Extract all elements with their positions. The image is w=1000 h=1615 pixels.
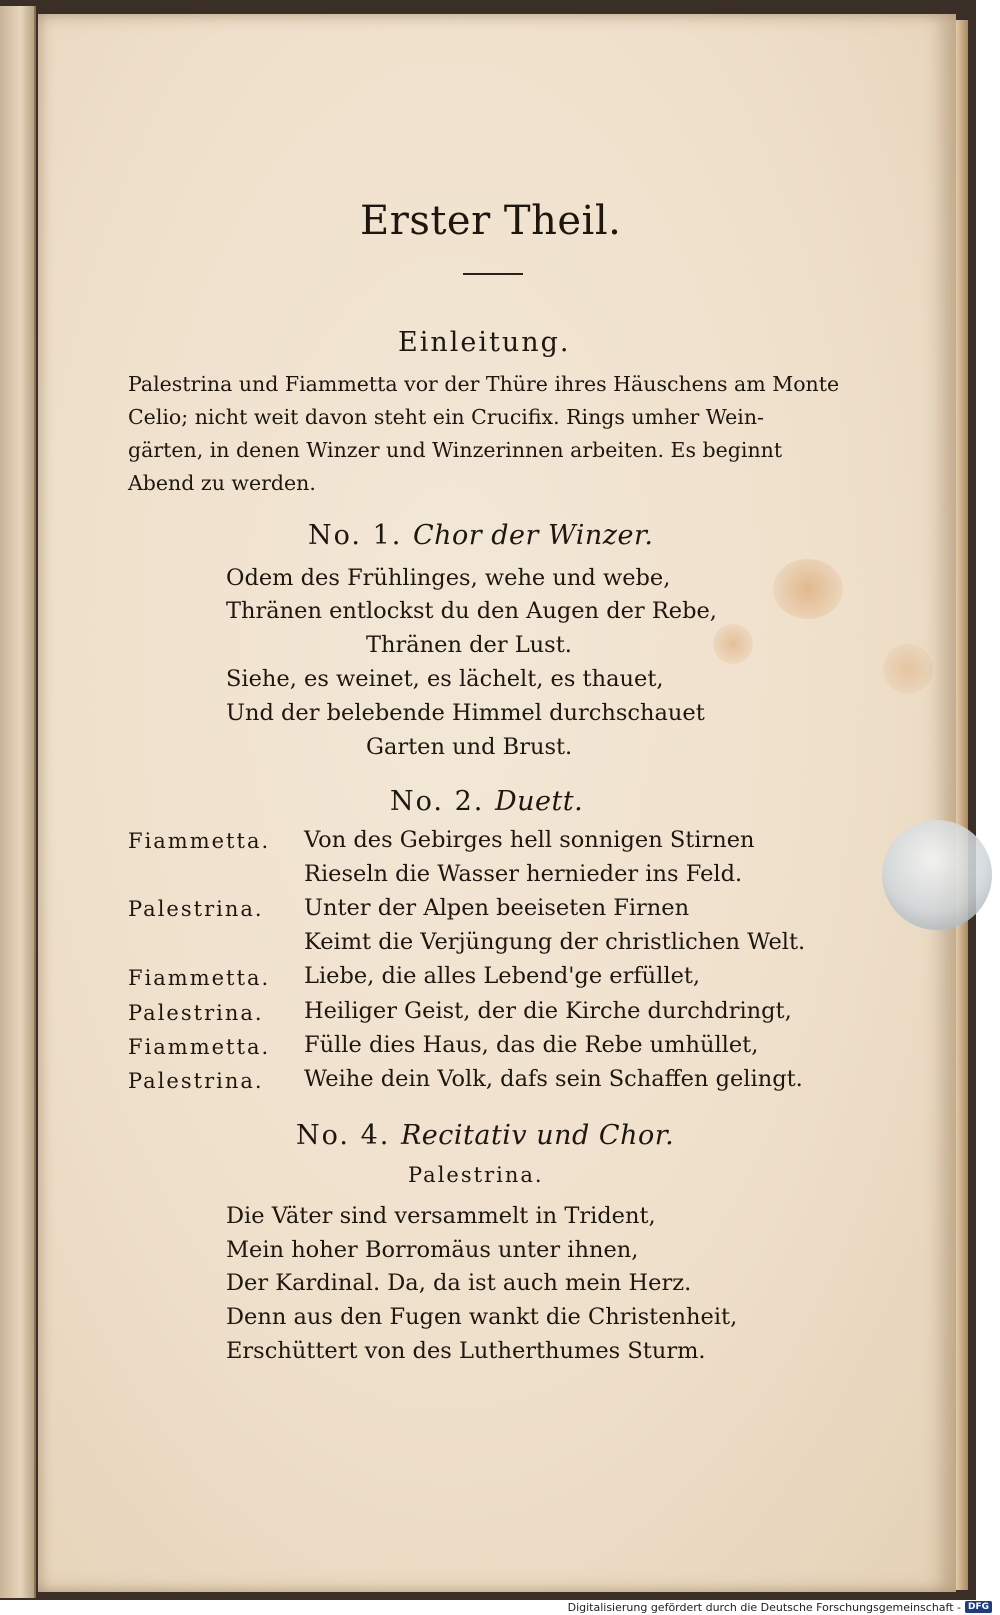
verse-line: Und der belebende Himmel durchschauet <box>226 700 705 726</box>
verse-line: Heiliger Geist, der die Kirche durchdringt, <box>304 998 792 1024</box>
verse-line: Der Kardinal. Da, da ist auch mein Herz. <box>226 1270 692 1296</box>
verse-line: Denn aus den Fugen wankt die Christenheit, <box>226 1304 738 1330</box>
speaker-name: Fiammetta. <box>128 966 271 990</box>
footer-text: Digitalisierung gefördert durch die Deutsche Forschungsgemeinschaft - <box>567 1600 961 1614</box>
page-title: Erster Theil. <box>360 198 622 244</box>
dfg-logo: DFG <box>965 1601 992 1613</box>
number-heading <box>390 786 583 817</box>
verse-line: Siehe, es weinet, es lächelt, es thauet, <box>226 666 664 692</box>
speaker-name: Fiammetta. <box>128 829 271 853</box>
number-label: No. 1. <box>308 520 403 551</box>
section-label: Recitativ und Chor. <box>400 1120 675 1151</box>
einleitung-heading: Einleitung. <box>398 327 571 358</box>
number-heading <box>296 1120 674 1151</box>
verse-line: Weihe dein Volk, dafs sein Schaffen gelingt. <box>304 1066 803 1092</box>
speaker-name: Palestrina. <box>128 1001 264 1025</box>
verse-line: Odem des Frühlinges, wehe und webe, <box>226 565 671 591</box>
verse-line: Die Väter sind versammelt in Trident, <box>226 1203 656 1229</box>
speaker-name: Palestrina. <box>408 1163 544 1187</box>
speaker-name: Fiammetta. <box>128 1035 271 1059</box>
verse-line: Fülle dies Haus, das die Rebe umhüllet, <box>304 1032 759 1058</box>
number-heading <box>308 520 654 551</box>
verse-line: Garten und Brust. <box>366 734 573 760</box>
verse-line: Keimt die Verjüngung der christlichen Welt. <box>304 929 806 955</box>
verse-line: Erschüttert von des Lutherthumes Sturm. <box>226 1338 706 1364</box>
verse-line: Thränen der Lust. <box>366 632 572 658</box>
section-label: Duett. <box>494 786 584 817</box>
verse-line: Thränen entlockst du den Augen der Rebe, <box>226 598 717 624</box>
stage-direction-line: Palestrina und Fiammetta vor der Thüre ihres Häuschens am Monte <box>128 372 840 396</box>
number-label: No. 4. <box>296 1120 391 1151</box>
section-label: Chor der Winzer. <box>412 520 654 551</box>
stage-direction-line: Celio; nicht weit davon steht ein Crucifix. Rings umher Wein- <box>128 405 764 429</box>
stage-direction-line: Abend zu werden. <box>128 471 316 495</box>
verse-line: Rieseln die Wasser hernieder ins Feld. <box>304 861 743 887</box>
number-label: No. 2. <box>390 786 485 817</box>
title-rule <box>463 273 523 275</box>
speaker-name: Palestrina. <box>128 897 264 921</box>
digitization-footer <box>568 1599 992 1615</box>
verse-line: Mein hoher Borromäus unter ihnen, <box>226 1237 639 1263</box>
stage-direction-line: gärten, in denen Winzer und Winzerinnen arbeiten. Es beginnt <box>128 438 783 462</box>
verse-line: Von des Gebirges hell sonnigen Stirnen <box>304 827 755 853</box>
verse-line: Liebe, die alles Lebend'ge erfüllet, <box>304 963 701 989</box>
speaker-name: Palestrina. <box>128 1069 264 1093</box>
verse-line: Unter der Alpen beeiseten Firnen <box>304 895 690 921</box>
